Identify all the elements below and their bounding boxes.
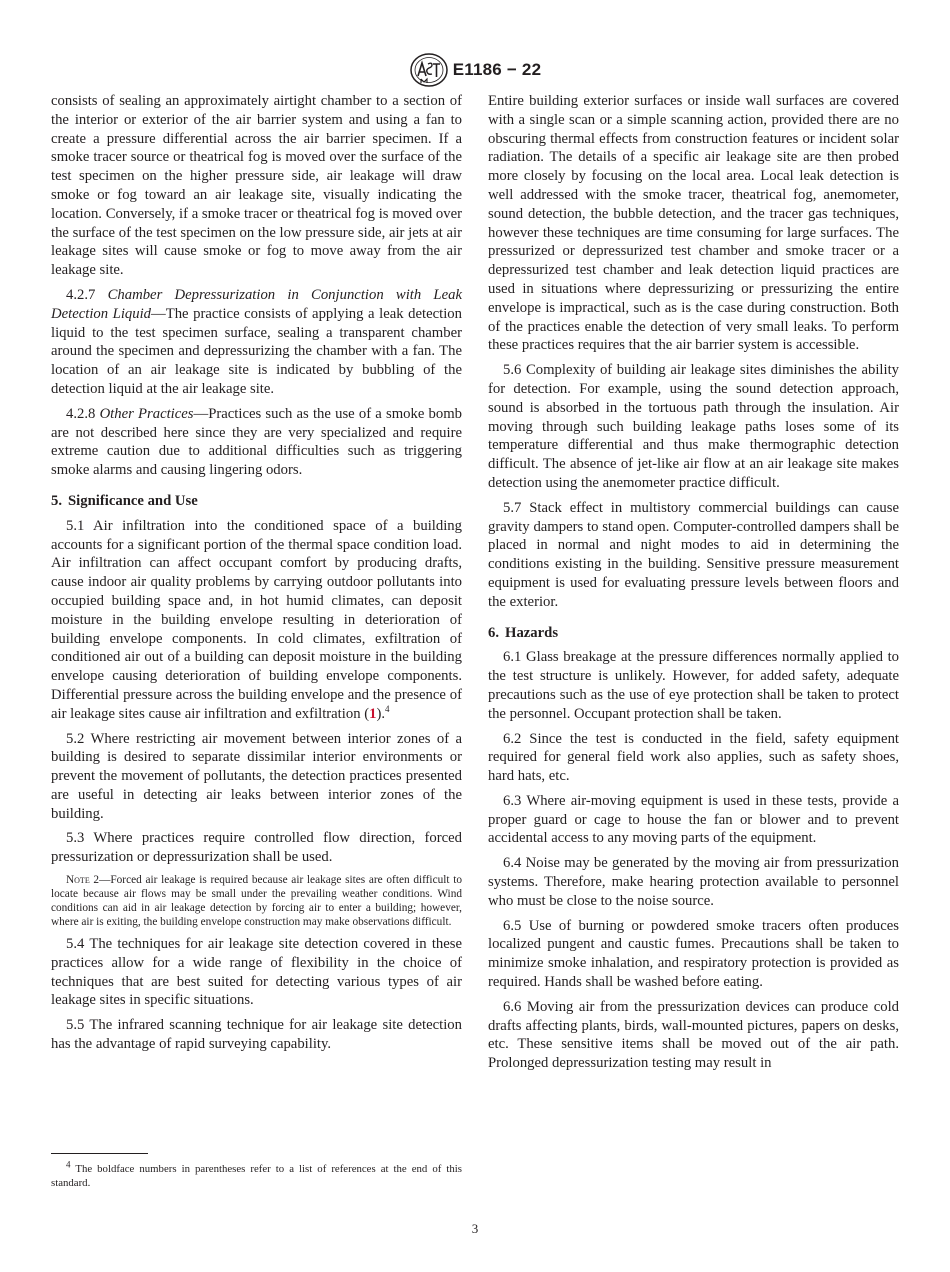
section-title: Hazards: [505, 624, 559, 641]
paragraph-text: —Practices such as the use of a smoke bomb are not described here since they are very specialized and require extreme caution due to additional difficulties such as triggering smoke alarms and causing lingering odors.: [51, 405, 463, 479]
paragraph-5-4: 5.4 The techniques for air leakage site detection covered in these practices allow for a wide range of flexibility in the choice of techniques that are best suited for detecting various types of air leakage sites in specific situations.: [51, 936, 462, 1009]
astm-logo-icon: [409, 52, 449, 88]
paragraph-6-5: 6.5 Use of burning or powdered smoke tracers often produces localized pungent and caustic fumes. Precautions shall be taken to minimize smoke inhalation, and respiratory protection is provided as required. Hands shall be washed before eating.: [488, 917, 899, 991]
paragraph-5-7: 5.7 Stack effect in multistory commercial buildings can cause gravity dampers to stand open. Computer-controlled dampers shall be placed in normal and night modes to aid in determining the conditions existing in the building. Sensitive pressure measurement equipment is used for evaluating pressure levels between floors and the exterior.: [488, 499, 899, 610]
paragraph-text: —The practice consists of applying a leak detection liquid to the test specimen surface, sealing a transparent chamber around the specimen and depressurizing the chamber with a fan. The location of an air leakage site is indicated by bubbling of the detection liquid at the air leakage site.: [51, 305, 462, 397]
footnote-text: The boldface numbers in parentheses refer to a list of references at the end of this standard.: [51, 1163, 462, 1189]
paragraph-title: Other Practices: [99, 405, 194, 422]
paragraph-5-1: [51, 517, 462, 724]
footnote-divider: [51, 1153, 148, 1154]
paragraph-text: 5.1 Air infiltration into the conditioned space of a building accounts for a significant portion of the thermal space condition load. Air infiltration can affect occupant comfort by producing drafts, cause indoor air quality problems by carrying outdoor pollutants into occupied building space and, in hot humid climates, can deposit moisture in the building envelope resulting in deterioration of building envelope components. In cold climates, exfiltration of conditioned air out of a building can deposit moisture in the building envelope causing deterioration of building envelope components. Differential pressure across the building envelope and the presence of air leakage sites cause air infiltration and exfiltration (: [51, 517, 462, 722]
paragraph-6-3: 6.3 Where air-moving equipment is used in these tests, provide a proper guard or cage to house the fan or blower and to prevent accidental access to any moving parts of the equipment.: [488, 792, 899, 847]
paragraph-number: 4.2.7: [66, 286, 96, 303]
section-number: 6.: [488, 624, 500, 641]
note-label: Note 2: [66, 874, 100, 887]
right-column: [488, 92, 899, 1073]
paragraph-5-3: 5.3 Where practices require controlled flow direction, forced pressurization or depressurization shall be used.: [51, 830, 462, 866]
section-number: 5.: [51, 492, 63, 509]
page-number: 3: [471, 1221, 479, 1236]
paragraph-5-5-continuation: Entire building exterior surfaces or inside wall surfaces are covered with a single scan or a simple scanning action, provided there are no obscuring thermal effects from construction features or incident solar radiation. The details of a specific air leakage site are then probed more closely by focusing on the local area. Local leak detection is well addressed with the smoke tracer, theatrical fog, anemometer, sound detection, the bubble detection, and the tracer gas techniques, however these techniques are time consuming for large surfaces. The pressurized or depressurized test chamber and smoke tracer or a depressurized test chamber and leak detection liquid practices are used in situations where depressurizing or pressurizing the entire envelope is impractical, such as is the case during construction. Both of the practices enable the detection of very small leaks. To perform these practices requires that the air barrier system is accessible.: [488, 93, 899, 354]
reference-link[interactable]: 1: [369, 705, 377, 722]
paragraph-text-end: ).: [376, 705, 386, 722]
footnote-mark: 4: [385, 703, 390, 714]
page-header: [0, 52, 950, 88]
paragraph-5-5: 5.5 The infrared scanning technique for air leakage site detection has the advantage of rapid surveying capability.: [51, 1017, 462, 1053]
paragraph-6-2: 6.2 Since the test is conducted in the field, safety equipment required for general field work also applies, such as safety shoes, hard hats, etc.: [488, 730, 899, 785]
footnote: [51, 1159, 462, 1190]
paragraph-5-6: 5.6 Complexity of building air leakage sites diminishes the ability for detection. For example, using the sound detection approach, sound is absorbed in the tortuous path through the insulation. Air moving through such building leakage paths loses some of its temperature differential and thus make thermographic detection difficult. The absence of jet-like air flow at an air leakage site makes detection using the anemometer practice difficult.: [488, 362, 899, 491]
paragraph-6-6: 6.6 Moving air from the pressurization devices can produce cold drafts affecting plants, birds, wall-mounted pictures, papers on desks, etc. These sensitive items shall be moved out of the air path. Prolonged depressurization testing may result in: [488, 998, 899, 1072]
note-2: [51, 873, 462, 929]
section-heading-6: [488, 624, 899, 643]
paragraph-5-2: 5.2 Where restricting air movement between interior zones of a building is desired to separate dissimilar interior environments or prevent the movement of pollutants, the detection practices presented are useful in detecting air leaks between interior zones of the building.: [51, 730, 462, 822]
note-text: —Forced air leakage is required because air leakage sites are often difficult to locate because air flows may be small under the prevailing weather conditions. Wind conditions can aid in air leakage detection by forcing air to enter a building; however, where air is exiting, the building envelope construction may make observations difficult.: [51, 874, 462, 929]
paragraph-4-2-7: [51, 286, 462, 399]
standard-designation: E1186 − 22: [452, 60, 542, 79]
paragraph-title: Chamber Depressurization in Conjunction with Leak Detection Liquid: [51, 286, 462, 322]
paragraph-4-2-8: [51, 405, 462, 480]
paragraph-6-1: 6.1 Glass breakage at the pressure differences normally applied to the test structure is unlikely. However, for added safety, adequate precautions such as the use of eye protection shall be taken to protect the personnel. Occupant protection shall be taken.: [488, 649, 899, 722]
paragraph-6-4: 6.4 Noise may be generated by the moving air from pressurization systems. Therefore, make hearing protection available to personnel who must be close to the noise source.: [488, 855, 899, 909]
footnote-mark: 4: [66, 1159, 71, 1170]
paragraph-continuation: consists of sealing an approximately airtight chamber to a section of the interior or exterior of the air barrier system and using a fan to create a pressure differential across the air barrier specimen. If a smoke tracer source or theatrical fog is moved over the surface of the test specimen on the higher pressure side, air leakage will draw smoke or fog toward an air leakage site, visually indicating the location. Conversely, if a smoke tracer or theatrical fog is moved over the surface of the test specimen on the low pressure side, air jets at air leakage sites will cause smoke or fog to move away from the air leakage site.: [51, 93, 462, 279]
footnote-body: [51, 1159, 462, 1190]
left-column: [51, 92, 462, 1054]
section-title: Significance and Use: [68, 492, 198, 509]
paragraph-number: 4.2.8: [66, 405, 96, 422]
section-heading-5: [51, 492, 462, 511]
